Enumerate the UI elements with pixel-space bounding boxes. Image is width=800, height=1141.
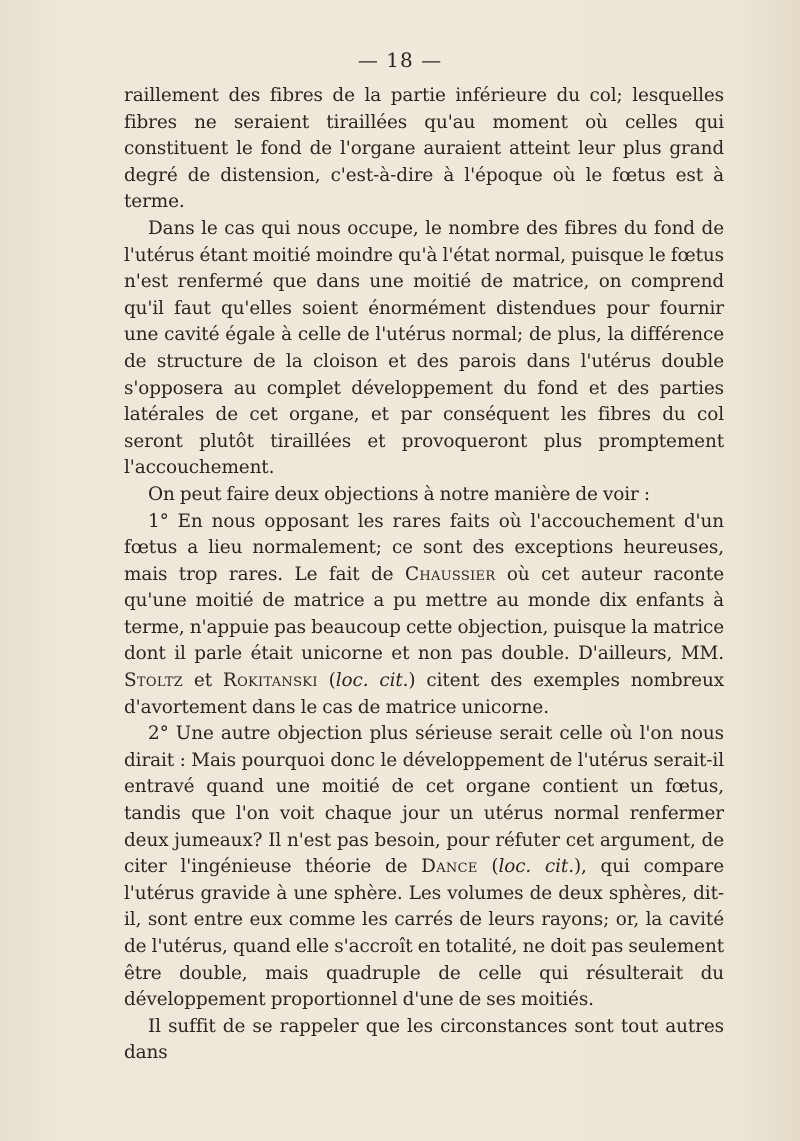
paragraph-p1 xyxy=(124,83,724,216)
paragraph-p2 xyxy=(124,216,724,482)
text-run: 2° Une autre objection plus sérieuse serait celle où l'on nous dirait : Mais pourquoi donc le développement de l'utérus serait-il entravé quand une moitié de cet organe contient un fœtus, tandis que l'on voit chaque jour un utérus normal renfermer deux jumeaux? Il n'est pas besoin, pour réfuter cet argument, de citer l'ingénieuse théorie de xyxy=(124,723,724,878)
paragraph-p6 xyxy=(124,1014,724,1067)
author-name: Dance xyxy=(421,856,478,878)
text-run: 1° En nous opposant les rares faits où l'accouchement d'un fœtus a lieu normalement; ce sont des exceptions heureuses, mais trop rares. Le fait de xyxy=(124,510,724,585)
text-run: raillement des fibres de la partie inférieure du col; lesquelles fibres ne seraient tiraillées qu'au moment où celles qui constituent le fond de l'organe auraient atteint leur plus grand degré de distension, c'est-à-dire à l'époque où le fœtus est à terme. xyxy=(124,85,724,213)
text-run: Il suffit de se rappeler que les circonstances sont tout autres dans xyxy=(124,1015,724,1064)
body-text xyxy=(124,83,724,1067)
paragraph-p4 xyxy=(124,509,724,722)
text-run: où cet auteur raconte qu'une moitié de matrice a pu mettre au monde dix enfants à terme, n'appuie pas beaucoup cette objection, puisque la matrice dont il parle était unicorne et non pas double. D'ailleurs, MM. xyxy=(124,563,724,665)
text-run: ( xyxy=(317,670,336,692)
citation-reference: loc. cit. xyxy=(335,670,409,692)
text-run: ), qui compare l'utérus gravide à une sphère. Les volumes de deux sphères, dit-il, sont entre eux comme les carrés de leurs rayons; or, la cavité de l'utérus, quand elle s'accroît en totalité, ne doit pas seulement être double, mais quadruple de celle qui résulterait du développement proportionnel d'une de ses moitiés. xyxy=(124,856,725,1011)
author-name: Rokitanski xyxy=(222,670,318,692)
page-number: — 18 — xyxy=(357,48,443,72)
author-name: Chaussier xyxy=(404,563,496,585)
text-run: Dans le cas qui nous occupe, le nombre des fibres du fond de l'utérus étant moitié moindre qu'à l'état normal, puisque le fœtus n'est renfermé que dans une moitié de matrice, on comprend qu'il faut qu'elles soient énormément distendues pour fournir une cavité égale à celle de l'utérus normal; de plus, la différence de structure de la cloison et des parois dans l'utérus double s'opposera au complet développement du fond et des parties latérales de cet organe, et par conséquent les fibres du col seront plutôt tiraillées et provoqueront plus promptement l'accouchement. xyxy=(124,217,724,479)
text-run: ) citent des exemples nombreux d'avortement dans le cas de matrice unicorne. xyxy=(124,670,724,718)
paragraph-p3 xyxy=(124,482,724,509)
text-run: On peut faire deux objections à notre manière de voir : xyxy=(148,483,650,505)
citation-reference: loc. cit. xyxy=(498,856,574,878)
paragraph-p5 xyxy=(124,721,724,1014)
author-name: Stoltz xyxy=(124,670,184,692)
text-run: et xyxy=(183,670,223,692)
text-run: ( xyxy=(477,856,499,878)
